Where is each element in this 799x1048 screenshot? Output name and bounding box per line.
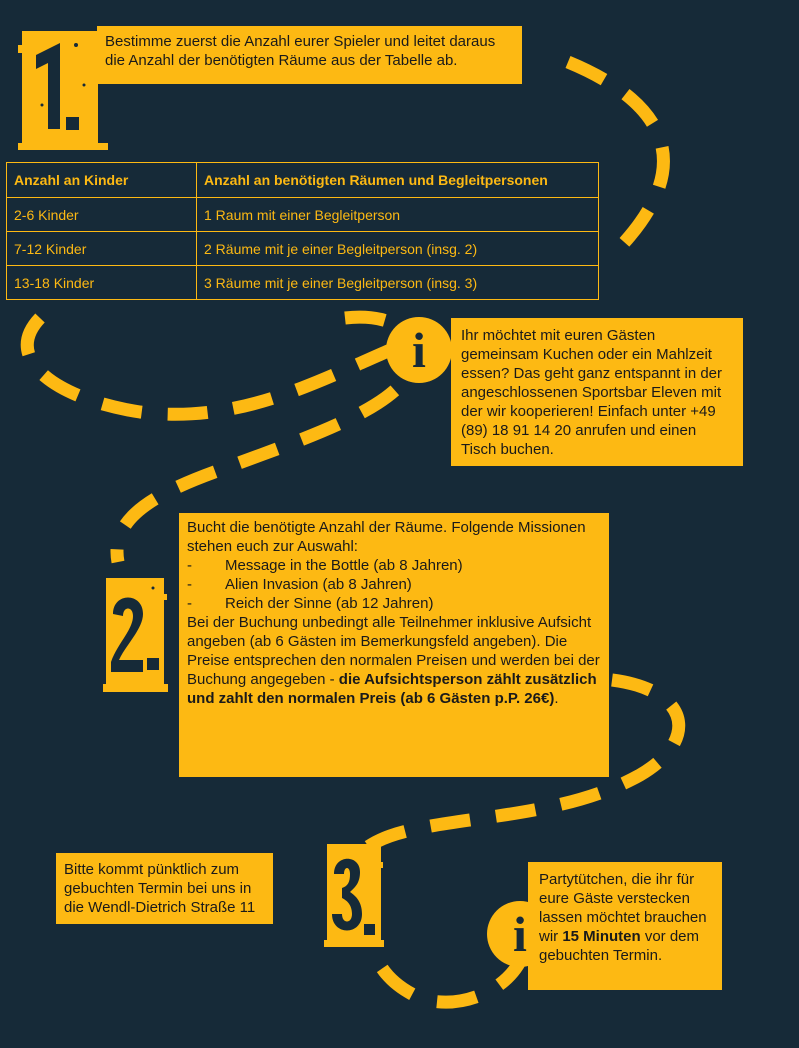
info-2-bold: 15 Minuten [562,928,641,945]
step-2-body: Bei der Buchung unbedingt alle Teilnehmer inklusive Aufsicht angeben (ab 6 Gästen im Bemerkungsfeld angeben). Die Preise entsprechen den normalen Preisen und werden bei der Buchung angegeben - die Aufsichtsperson zählt zusätzlich und zahlt den normalen Preis (ab 6 Gästen p.P. 26€). [187,614,600,707]
number-3-icon [324,840,384,950]
list-item: - Message in the Bottle (ab 8 Jahren) [187,556,601,575]
step-1-box [97,26,522,84]
info-1-box [451,318,743,466]
info-1-text: Ihr möchtet mit euren Gästen gemeinsam Kuchen oder ein Mahlzeit essen? Das geht ganz entspannt in der angeschlossenen Sportsbar Eleven mit der wir kooperieren! Einfach unter +49 (89) 18 91 14 20 anrufen und einen Tisch buchen. [461,327,723,458]
info-icon: i [386,317,452,383]
list-item: - Reich der Sinne (ab 12 Jahren) [187,594,601,613]
table-row [7,266,599,300]
table-header-rooms: Anzahl an benötigten Räumen und Begleitpersonen [197,163,599,198]
number-2-icon [103,574,168,696]
table-row [7,198,599,232]
table-cell-rooms: 2 Räume mit je einer Begleitperson (insg. 2) [197,232,599,266]
list-item: - Alien Invasion (ab 8 Jahren) [187,575,601,594]
table-row [7,232,599,266]
step-3-stamp [324,840,384,955]
number-1-icon [18,25,108,150]
step-2-box [179,513,609,777]
table-cell-children: 13-18 Kinder [7,266,197,300]
info-2-box: Partytütchen, die ihr für eure Gäste verstecken lassen möchtet brauchen wir 15 Minuten vor dem gebuchten Termin. [528,862,722,990]
step-2-stamp [103,574,168,701]
info-icon: i [487,901,553,967]
table-cell-rooms: 1 Raum mit einer Begleitperson [197,198,599,232]
table-cell-rooms: 3 Räume mit je einer Begleitperson (insg. 3) [197,266,599,300]
table-cell-children: 7-12 Kinder [7,232,197,266]
step-3-box [56,853,273,924]
step-2-bold: die Aufsichtsperson zählt zusätzlich und zahlt den normalen Preis (ab 6 Gästen p.P. 26€) [187,671,597,707]
step-1-stamp [18,25,108,155]
step-2-intro: Bucht die benötigte Anzahl der Räume. Folgende Missionen stehen euch zur Auswahl: [187,519,586,555]
table-header-row [7,163,599,198]
table-header-children: Anzahl an Kinder [7,163,197,198]
step-1-text: Bestimme zuerst die Anzahl eurer Spieler und leitet daraus die Anzahl der benötigten Räume aus der Tabelle ab. [105,33,496,69]
step-3-text: Bitte kommt pünktlich zum gebuchten Termin bei uns in die Wendl-Dietrich Straße 11 [64,861,256,916]
missions-list [187,556,601,613]
table-cell-children: 2-6 Kinder [7,198,197,232]
rooms-table [6,162,599,300]
